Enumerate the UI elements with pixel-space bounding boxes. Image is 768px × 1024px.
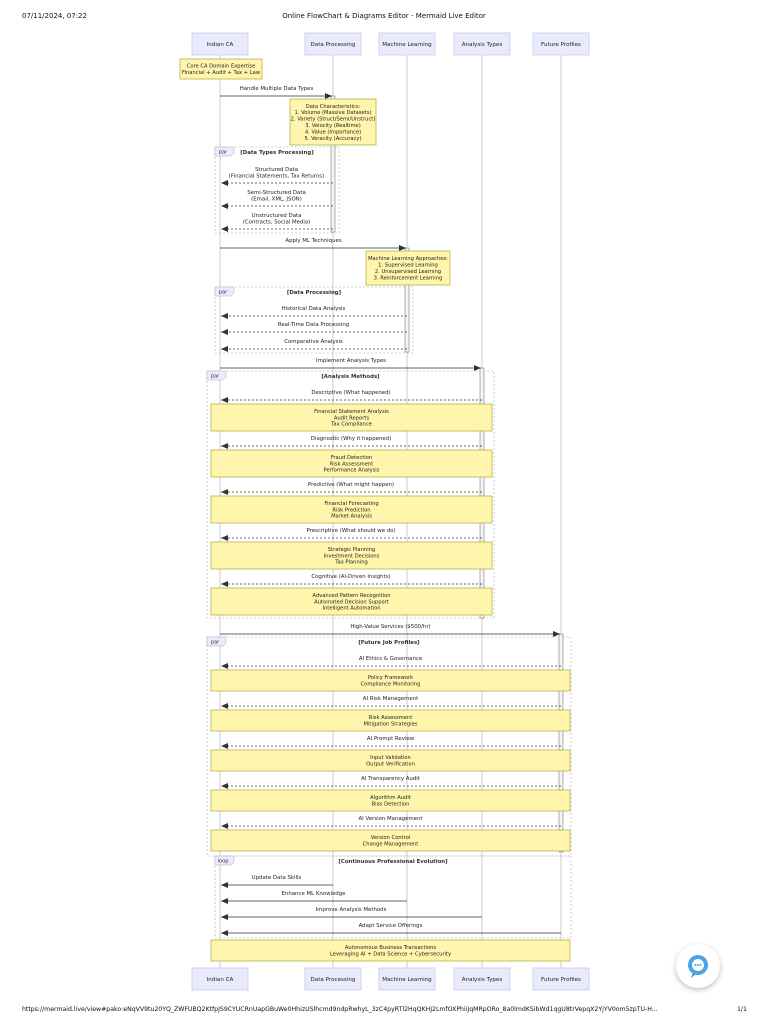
footer-url: https://mermaid.live/view#pako:eNqVV9tu20YQ_ZWFUBQ2KtfpJS9CYUCRnUapGBuWe0HhizUSlhcmd9ndpRwhyL_3zC4pyRTl2HqQKHJ2LmfOXPhiiJqMRpORo_8a0lmdKSibWd1qgU8trVepqX2YjYV0om5zpTU-H... (22, 1006, 658, 1013)
note-text: Core CA Domain Expertise (186, 63, 256, 70)
message-label: Implement Analysis Types (315, 358, 387, 364)
message-label: Enhance ML Knowledge (281, 891, 346, 897)
note-text: 3. Velocity (Realtime) (305, 123, 361, 129)
note-text: Machine Learning Approaches: (368, 256, 448, 263)
note-text: 3. Reinforcement Learning (373, 275, 443, 282)
note-text: Performance Analysis (323, 467, 380, 474)
message-label: Improve Analysis Methods (315, 907, 387, 913)
participant-label-bottom: Data Processing (310, 977, 356, 983)
participant-label-bottom: Future Profiles (541, 977, 581, 983)
message-label: Predictive (What might happen) (307, 482, 395, 488)
note-text: Automated Decision Support (314, 599, 389, 606)
note-text: Intelligent Automation (322, 605, 381, 612)
note-text: Policy Framework (367, 675, 414, 682)
message-label: AI Transparency Audit (361, 776, 420, 782)
block-keyword: par (218, 149, 228, 156)
message-label: AI Prompt Review (366, 736, 415, 742)
participant-label-top: Machine Learning (382, 42, 432, 48)
note-text: Tax Compliance (331, 421, 372, 428)
block-keyword: par (218, 289, 228, 296)
message-label: Semi-Structured Data (247, 190, 306, 196)
note-text: Tax Planning (335, 559, 368, 566)
note-text: Data Characteristics: (305, 103, 361, 110)
message-label: Real-Time Data Processing (277, 322, 350, 328)
note-text: Bias Detection (371, 801, 410, 808)
message-label: Comparative Analysis (284, 339, 343, 345)
participant-label-top: Analysis Types (461, 42, 503, 48)
message-sublabel: (Email, XML, JSON) (251, 196, 302, 203)
participant-label-top: Data Processing (310, 42, 356, 48)
message-label: Update Data Skills (251, 875, 302, 881)
note-text: Fraud Detection (330, 454, 373, 461)
note-text: Strategic Planning (327, 546, 376, 553)
note-text: Autonomous Business Transactions (344, 945, 437, 952)
message-label: Structured Data (254, 167, 299, 173)
block-keyword: par (210, 373, 220, 380)
message-label: Diagnostic (Why it happened) (310, 436, 392, 442)
note-text: Financial Forecasting (324, 500, 379, 507)
note-text: Output Verification (366, 761, 415, 768)
note-text: Financial + Audit + Tax + Law (181, 70, 261, 76)
note-text: Mitigation Strategies (363, 721, 418, 728)
participant-label-bottom: Analysis Types (461, 977, 503, 983)
note-text: 1. Volume (Massive Datasets) (294, 110, 372, 117)
participant-label-bottom: Indian CA (206, 977, 234, 983)
block-keyword: loop (217, 858, 229, 865)
note-text: Algorithm Audit (370, 795, 411, 802)
message-label: Apply ML Techniques (285, 238, 342, 244)
block-keyword: par (210, 639, 220, 646)
message-label: Historical Data Analysis (281, 306, 346, 312)
note-text: Risk Prediction (332, 507, 371, 514)
page-title: Online FlowChart & Diagrams Editor - Mermaid Live Editor (282, 12, 486, 20)
message-label: Descriptive (What happened) (311, 390, 391, 396)
message-label: Prescriptive (What should we do) (306, 528, 396, 534)
note-text: 1. Supervised Learning (378, 262, 438, 269)
note-text: Audit Reports (333, 415, 370, 422)
note-text: Change Management (362, 841, 419, 848)
note-text: Leveraging AI + Data Science + Cybersecurity (329, 951, 452, 958)
activation-bar (559, 634, 563, 852)
page-number: 1/1 (737, 1006, 747, 1013)
chat-support-button[interactable] (676, 944, 720, 988)
note-text: Version Control (370, 835, 411, 842)
note-text: Compliance Monitoring (360, 681, 421, 688)
note-text: Input Validation (370, 755, 411, 762)
note-text: 4. Value (Importance) (304, 129, 362, 136)
block-label: [Future Job Profiles] (358, 640, 420, 646)
note-text: Market Analysis (331, 513, 372, 520)
message-label: High-Value Services ($500/hr) (350, 624, 431, 630)
note-text: Investment Decisions (323, 553, 380, 560)
block-label: [Data Types Processing] (240, 150, 314, 156)
note-text: Advanced Pattern Recognition (312, 592, 391, 599)
note-text: 5. Veracity (Accuracy) (304, 135, 362, 142)
message-label: AI Risk Management (362, 696, 419, 702)
note-text: Risk Assessment (329, 461, 374, 468)
print-datetime: 07/11/2024, 07:22 (22, 12, 87, 20)
message-label: Cognitive (AI-Driven Insights) (311, 574, 391, 580)
participant-label-top: Indian CA (206, 42, 234, 48)
message-sublabel: (Financial Statements, Tax Returns) (228, 173, 325, 180)
note-text: 2. Unsupervised Learning (374, 269, 442, 275)
participant-label-bottom: Machine Learning (382, 977, 432, 983)
message-label: Unstructured Data (251, 213, 302, 219)
message-label: AI Ethics & Governance (358, 656, 423, 662)
chat-icon (685, 953, 711, 979)
block-label: [Data Processing] (286, 290, 342, 296)
note-text: Risk Assessment (368, 715, 413, 722)
note-text: 2. Variety (Struct/Semi/Unstruct) (290, 116, 376, 123)
message-label: AI Version Management (358, 816, 423, 822)
block-label: [Continuous Professional Evolution] (338, 859, 448, 865)
participant-label-top: Future Profiles (541, 42, 581, 48)
message-sublabel: (Contracts, Social Media) (242, 219, 311, 226)
message-label: Adapt Service Offerings (358, 923, 423, 929)
message-label: Handle Multiple Data Types (239, 86, 314, 92)
note-text: Financial Statement Analysis (314, 408, 389, 415)
block-label: [Analysis Methods] (321, 374, 380, 380)
